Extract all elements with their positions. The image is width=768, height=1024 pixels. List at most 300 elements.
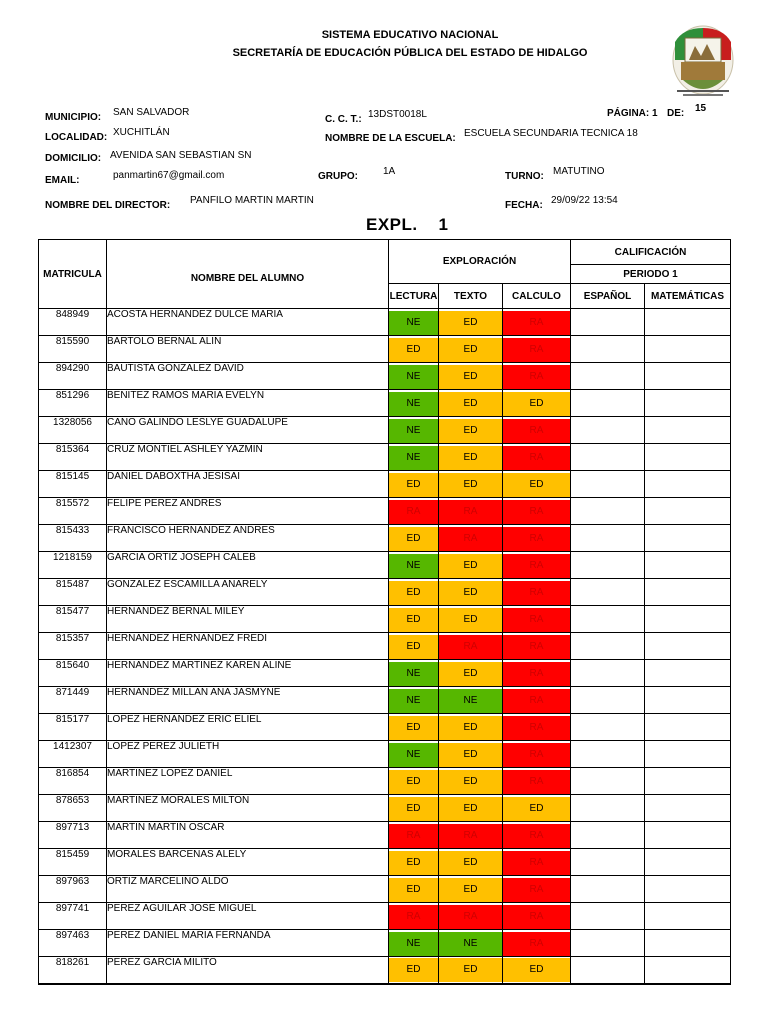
texto-cell — [439, 930, 503, 957]
localidad-label: LOCALIDAD: — [45, 132, 108, 143]
lectura-level-badge: ED — [389, 527, 438, 551]
nombre-cell: HERNANDEZ MILLAN ANA JASMYNE — [107, 687, 389, 714]
table-row — [39, 471, 731, 498]
matematicas-grade-cell — [645, 741, 731, 768]
calculo-cell — [503, 822, 571, 849]
col-matematicas: MATEMÁTICAS — [645, 284, 731, 309]
lectura-level-badge: NE — [389, 932, 438, 956]
texto-level-badge: ED — [439, 878, 502, 902]
lectura-cell — [389, 714, 439, 741]
texto-level-badge: RA — [439, 824, 502, 848]
email-value: panmartin67@gmail.com — [113, 170, 225, 181]
texto-cell — [439, 660, 503, 687]
director-value: PANFILO MARTIN MARTIN — [190, 195, 314, 206]
texto-level-badge: RA — [439, 527, 502, 551]
nombre-cell: CRUZ MONTIEL ASHLEY YAZMIN — [107, 444, 389, 471]
table-row — [39, 525, 731, 552]
matricula-cell: 851296 — [39, 390, 107, 417]
texto-level-badge: ED — [439, 581, 502, 605]
espanol-grade-cell — [571, 876, 645, 903]
texto-level-badge: ED — [439, 419, 502, 443]
nombre-cell: PEREZ AGUILAR JOSE MIGUEL — [107, 903, 389, 930]
calculo-cell — [503, 444, 571, 471]
lectura-cell — [389, 849, 439, 876]
de-label: DE: — [667, 108, 685, 119]
lectura-level-badge: ED — [389, 797, 438, 821]
matricula-cell: 815572 — [39, 498, 107, 525]
lectura-level-badge: RA — [389, 824, 438, 848]
nombre-cell: HERNANDEZ MARTINEZ KAREN ALINE — [107, 660, 389, 687]
calculo-level-badge: RA — [503, 851, 570, 875]
lectura-level-badge: NE — [389, 446, 438, 470]
calculo-level-badge: RA — [503, 878, 570, 902]
texto-level-badge: ED — [439, 311, 502, 335]
calculo-level-badge: ED — [503, 392, 570, 416]
table-row — [39, 741, 731, 768]
matricula-cell: 894290 — [39, 363, 107, 390]
lectura-level-badge: NE — [389, 311, 438, 335]
lectura-level-badge: ED — [389, 958, 438, 982]
calculo-cell — [503, 930, 571, 957]
table-row — [39, 768, 731, 795]
texto-cell — [439, 579, 503, 606]
matematicas-grade-cell — [645, 714, 731, 741]
matematicas-grade-cell — [645, 471, 731, 498]
matricula-cell: 848949 — [39, 309, 107, 336]
texto-cell — [439, 498, 503, 525]
nombre-cell: GARCIA ORTIZ JOSEPH CALEB — [107, 552, 389, 579]
calculo-cell — [503, 957, 571, 984]
espanol-grade-cell — [571, 795, 645, 822]
expl-title-text: EXPL. — [366, 215, 418, 234]
espanol-grade-cell — [571, 768, 645, 795]
table-row — [39, 957, 731, 984]
calculo-cell — [503, 768, 571, 795]
calculo-cell — [503, 579, 571, 606]
matricula-cell: 815640 — [39, 660, 107, 687]
table-row — [39, 363, 731, 390]
matematicas-grade-cell — [645, 687, 731, 714]
nombre-cell: ORTIZ MARCELINO ALDO — [107, 876, 389, 903]
matematicas-grade-cell — [645, 579, 731, 606]
calculo-cell — [503, 714, 571, 741]
lectura-level-badge: ED — [389, 878, 438, 902]
texto-level-badge: ED — [439, 554, 502, 578]
nombre-cell: HERNANDEZ HERNANDEZ FREDI — [107, 633, 389, 660]
nombre-cell: MARTINEZ LOPEZ DANIEL — [107, 768, 389, 795]
email-label: EMAIL: — [45, 175, 80, 186]
matricula-cell: 871449 — [39, 687, 107, 714]
table-row — [39, 876, 731, 903]
calculo-level-badge: RA — [503, 689, 570, 713]
municipio-label: MUNICIPIO: — [45, 112, 102, 123]
calculo-level-badge: ED — [503, 473, 570, 497]
student-rows — [39, 309, 731, 984]
table-row — [39, 795, 731, 822]
matricula-cell: 1328056 — [39, 417, 107, 444]
espanol-grade-cell — [571, 579, 645, 606]
table-row — [39, 687, 731, 714]
matematicas-grade-cell — [645, 417, 731, 444]
cct-value: 13DST0018L — [368, 109, 427, 120]
texto-level-badge: ED — [439, 797, 502, 821]
texto-cell — [439, 714, 503, 741]
lectura-cell — [389, 390, 439, 417]
espanol-grade-cell — [571, 957, 645, 984]
calculo-level-badge: RA — [503, 662, 570, 686]
col-matricula: MATRICULA — [39, 240, 107, 309]
calculo-level-badge: RA — [503, 365, 570, 389]
texto-level-badge: NE — [439, 932, 502, 956]
lectura-level-badge: NE — [389, 365, 438, 389]
lectura-cell — [389, 957, 439, 984]
calculo-level-badge: RA — [503, 770, 570, 794]
espanol-grade-cell — [571, 687, 645, 714]
matricula-cell: 815433 — [39, 525, 107, 552]
calculo-level-badge: RA — [503, 905, 570, 929]
texto-level-badge: RA — [439, 905, 502, 929]
texto-cell — [439, 417, 503, 444]
calculo-level-badge: RA — [503, 635, 570, 659]
de-value: 15 — [695, 103, 707, 114]
calculo-cell — [503, 687, 571, 714]
texto-cell — [439, 849, 503, 876]
espanol-grade-cell — [571, 309, 645, 336]
texto-cell — [439, 309, 503, 336]
espanol-grade-cell — [571, 417, 645, 444]
cct-label: C. C. T.: — [325, 114, 362, 125]
lectura-cell — [389, 471, 439, 498]
matematicas-grade-cell — [645, 795, 731, 822]
municipio-value: SAN SALVADOR — [113, 107, 190, 118]
table-row — [39, 903, 731, 930]
texto-cell — [439, 444, 503, 471]
lectura-level-badge: NE — [389, 419, 438, 443]
texto-cell — [439, 876, 503, 903]
matricula-cell: 815177 — [39, 714, 107, 741]
lectura-cell — [389, 687, 439, 714]
table-row — [39, 660, 731, 687]
grupo-label: GRUPO: — [318, 171, 358, 182]
matematicas-grade-cell — [645, 957, 731, 984]
lectura-level-badge: ED — [389, 338, 438, 362]
nombre-cell: GONZALEZ ESCAMILLA ANARELY — [107, 579, 389, 606]
matricula-cell: 1412307 — [39, 741, 107, 768]
texto-cell — [439, 390, 503, 417]
calculo-cell — [503, 471, 571, 498]
calculo-cell — [503, 606, 571, 633]
lectura-cell — [389, 444, 439, 471]
espanol-grade-cell — [571, 714, 645, 741]
texto-cell — [439, 795, 503, 822]
espanol-grade-cell — [571, 822, 645, 849]
texto-level-badge: ED — [439, 608, 502, 632]
col-periodo: PERIODO 1 — [571, 265, 731, 284]
matematicas-grade-cell — [645, 552, 731, 579]
calculo-cell — [503, 741, 571, 768]
espanol-grade-cell — [571, 390, 645, 417]
texto-cell — [439, 741, 503, 768]
table-row — [39, 498, 731, 525]
lectura-level-badge: NE — [389, 662, 438, 686]
grupo-value: 1A — [383, 166, 396, 177]
lectura-cell — [389, 417, 439, 444]
calculo-level-badge: ED — [503, 958, 570, 982]
lectura-cell — [389, 525, 439, 552]
lectura-cell — [389, 309, 439, 336]
matricula-cell: 815459 — [39, 849, 107, 876]
lectura-level-badge: ED — [389, 635, 438, 659]
pagina-label: PÁGINA: 1 — [607, 108, 658, 119]
lectura-level-badge: RA — [389, 500, 438, 524]
espanol-grade-cell — [571, 336, 645, 363]
calculo-level-badge: RA — [503, 446, 570, 470]
matricula-cell: 897741 — [39, 903, 107, 930]
lectura-level-badge: ED — [389, 770, 438, 794]
nombre-cell: PEREZ GARCIA MILITO — [107, 957, 389, 984]
espanol-grade-cell — [571, 363, 645, 390]
matematicas-grade-cell — [645, 363, 731, 390]
calculo-cell — [503, 903, 571, 930]
texto-level-badge: RA — [439, 635, 502, 659]
col-texto: TEXTO — [439, 284, 503, 309]
nombre-cell: ACOSTA HERNANDEZ DULCE MARIA — [107, 309, 389, 336]
matematicas-grade-cell — [645, 390, 731, 417]
texto-cell — [439, 822, 503, 849]
nombre-cell: MARTIN MARTIN OSCAR — [107, 822, 389, 849]
texto-level-badge: ED — [439, 716, 502, 740]
table-row — [39, 849, 731, 876]
table-row — [39, 336, 731, 363]
matricula-cell: 878653 — [39, 795, 107, 822]
lectura-level-badge: NE — [389, 392, 438, 416]
lectura-cell — [389, 363, 439, 390]
director-label: NOMBRE DEL DIRECTOR: — [45, 200, 171, 211]
matematicas-grade-cell — [645, 903, 731, 930]
matematicas-grade-cell — [645, 822, 731, 849]
matricula-cell: 1218159 — [39, 552, 107, 579]
calculo-level-badge: ED — [503, 797, 570, 821]
lectura-cell — [389, 768, 439, 795]
calculo-cell — [503, 336, 571, 363]
calculo-level-badge: RA — [503, 554, 570, 578]
col-calificacion: CALIFICACIÓN — [571, 240, 731, 265]
lectura-cell — [389, 498, 439, 525]
matricula-cell: 816854 — [39, 768, 107, 795]
calculo-level-badge: RA — [503, 419, 570, 443]
calculo-level-badge: RA — [503, 338, 570, 362]
calculo-level-badge: RA — [503, 743, 570, 767]
texto-cell — [439, 768, 503, 795]
texto-level-badge: ED — [439, 473, 502, 497]
nombre-cell: CANO GALINDO LESLYE GUADALUPE — [107, 417, 389, 444]
escuela-label: NOMBRE DE LA ESCUELA: — [325, 133, 456, 144]
table-row — [39, 444, 731, 471]
texto-level-badge: NE — [439, 689, 502, 713]
lectura-level-badge: ED — [389, 851, 438, 875]
domicilio-value: AVENIDA SAN SEBASTIAN SN — [110, 150, 252, 161]
nombre-cell: LOPEZ HERNANDEZ ERIC ELIEL — [107, 714, 389, 741]
table-row — [39, 633, 731, 660]
calculo-cell — [503, 363, 571, 390]
fecha-value: 29/09/22 13:54 — [551, 195, 618, 206]
header-title-1: SISTEMA EDUCATIVO NACIONAL — [321, 29, 499, 41]
matricula-cell: 815477 — [39, 606, 107, 633]
matricula-cell: 815357 — [39, 633, 107, 660]
lectura-cell — [389, 930, 439, 957]
lectura-cell — [389, 579, 439, 606]
espanol-grade-cell — [571, 471, 645, 498]
matricula-cell: 818261 — [39, 957, 107, 984]
lectura-level-badge: ED — [389, 608, 438, 632]
matematicas-grade-cell — [645, 525, 731, 552]
domicilio-label: DOMICILIO: — [45, 153, 102, 164]
table-row — [39, 606, 731, 633]
texto-level-badge: RA — [439, 500, 502, 524]
texto-cell — [439, 903, 503, 930]
espanol-grade-cell — [571, 903, 645, 930]
matematicas-grade-cell — [645, 633, 731, 660]
calculo-cell — [503, 795, 571, 822]
matematicas-grade-cell — [645, 336, 731, 363]
expl-number: 1 — [438, 215, 449, 234]
col-calculo: CALCULO — [503, 284, 571, 309]
lectura-cell — [389, 822, 439, 849]
matricula-cell: 815487 — [39, 579, 107, 606]
matematicas-grade-cell — [645, 498, 731, 525]
table-row — [39, 930, 731, 957]
header-title-2: SECRETARÍA DE EDUCACIÓN PÚBLICA DEL ESTADO DE HIDALGO — [232, 47, 588, 59]
nombre-cell: FRANCISCO HERNANDEZ ANDRES — [107, 525, 389, 552]
calculo-cell — [503, 633, 571, 660]
state-seal-logo — [663, 22, 743, 102]
lectura-cell — [389, 795, 439, 822]
lectura-cell — [389, 903, 439, 930]
texto-cell — [439, 363, 503, 390]
calculo-cell — [503, 660, 571, 687]
texto-level-badge: ED — [439, 365, 502, 389]
turno-label: TURNO: — [505, 171, 544, 182]
matematicas-grade-cell — [645, 849, 731, 876]
espanol-grade-cell — [571, 444, 645, 471]
nombre-cell: PEREZ DANIEL MARIA FERNANDA — [107, 930, 389, 957]
texto-cell — [439, 606, 503, 633]
matricula-cell: 815145 — [39, 471, 107, 498]
texto-cell — [439, 471, 503, 498]
lectura-level-badge: RA — [389, 905, 438, 929]
grades-table — [38, 239, 731, 985]
calculo-cell — [503, 849, 571, 876]
nombre-cell: BAUTISTA GONZALEZ DAVID — [107, 363, 389, 390]
table-row — [39, 822, 731, 849]
col-lectura: LECTURA — [389, 284, 439, 309]
localidad-value: XUCHITLÁN — [113, 127, 170, 138]
espanol-grade-cell — [571, 525, 645, 552]
matricula-cell: 897713 — [39, 822, 107, 849]
lectura-level-badge: ED — [389, 716, 438, 740]
nombre-cell: HERNANDEZ BERNAL MILEY — [107, 606, 389, 633]
table-row — [39, 552, 731, 579]
lectura-level-badge: ED — [389, 473, 438, 497]
matematicas-grade-cell — [645, 876, 731, 903]
texto-level-badge: ED — [439, 446, 502, 470]
texto-level-badge: ED — [439, 338, 502, 362]
texto-level-badge: ED — [439, 392, 502, 416]
lectura-level-badge: NE — [389, 554, 438, 578]
calculo-level-badge: RA — [503, 500, 570, 524]
espanol-grade-cell — [571, 930, 645, 957]
espanol-grade-cell — [571, 849, 645, 876]
col-nombre: NOMBRE DEL ALUMNO — [107, 240, 389, 309]
col-exploracion: EXPLORACIÓN — [389, 240, 571, 284]
calculo-cell — [503, 525, 571, 552]
matematicas-grade-cell — [645, 606, 731, 633]
matricula-cell: 897963 — [39, 876, 107, 903]
texto-cell — [439, 633, 503, 660]
calculo-cell — [503, 876, 571, 903]
fecha-label: FECHA: — [505, 200, 543, 211]
texto-level-badge: ED — [439, 958, 502, 982]
espanol-grade-cell — [571, 741, 645, 768]
texto-cell — [439, 552, 503, 579]
texto-cell — [439, 687, 503, 714]
matematicas-grade-cell — [645, 660, 731, 687]
texto-level-badge: ED — [439, 662, 502, 686]
table-row — [39, 309, 731, 336]
texto-level-badge: ED — [439, 770, 502, 794]
texto-level-badge: ED — [439, 851, 502, 875]
expl-title — [366, 215, 449, 235]
nombre-cell: MARTINEZ MORALES MILTON — [107, 795, 389, 822]
texto-cell — [439, 957, 503, 984]
nombre-cell: MORALES BARCENAS ALELY — [107, 849, 389, 876]
texto-cell — [439, 525, 503, 552]
matematicas-grade-cell — [645, 930, 731, 957]
escuela-value: ESCUELA SECUNDARIA TECNICA 18 — [464, 128, 638, 139]
turno-value: MATUTINO — [553, 166, 605, 177]
calculo-level-badge: RA — [503, 608, 570, 632]
calculo-cell — [503, 498, 571, 525]
table-row — [39, 714, 731, 741]
lectura-cell — [389, 633, 439, 660]
espanol-grade-cell — [571, 606, 645, 633]
nombre-cell: BENITEZ RAMOS MARIA EVELYN — [107, 390, 389, 417]
texto-cell — [439, 336, 503, 363]
nombre-cell: FELIPE PEREZ ANDRES — [107, 498, 389, 525]
lectura-cell — [389, 336, 439, 363]
table-row — [39, 417, 731, 444]
matematicas-grade-cell — [645, 768, 731, 795]
nombre-cell: DANIEL DABOXTHA JESISAI — [107, 471, 389, 498]
calculo-level-badge: RA — [503, 716, 570, 740]
lectura-cell — [389, 876, 439, 903]
calculo-level-badge: RA — [503, 581, 570, 605]
matricula-cell: 815364 — [39, 444, 107, 471]
table-row — [39, 390, 731, 417]
lectura-cell — [389, 660, 439, 687]
table-row — [39, 579, 731, 606]
matematicas-grade-cell — [645, 309, 731, 336]
calculo-level-badge: RA — [503, 824, 570, 848]
calculo-cell — [503, 309, 571, 336]
espanol-grade-cell — [571, 552, 645, 579]
lectura-cell — [389, 552, 439, 579]
lectura-level-badge: ED — [389, 581, 438, 605]
lectura-cell — [389, 606, 439, 633]
calculo-level-badge: RA — [503, 311, 570, 335]
matematicas-grade-cell — [645, 444, 731, 471]
calculo-cell — [503, 417, 571, 444]
